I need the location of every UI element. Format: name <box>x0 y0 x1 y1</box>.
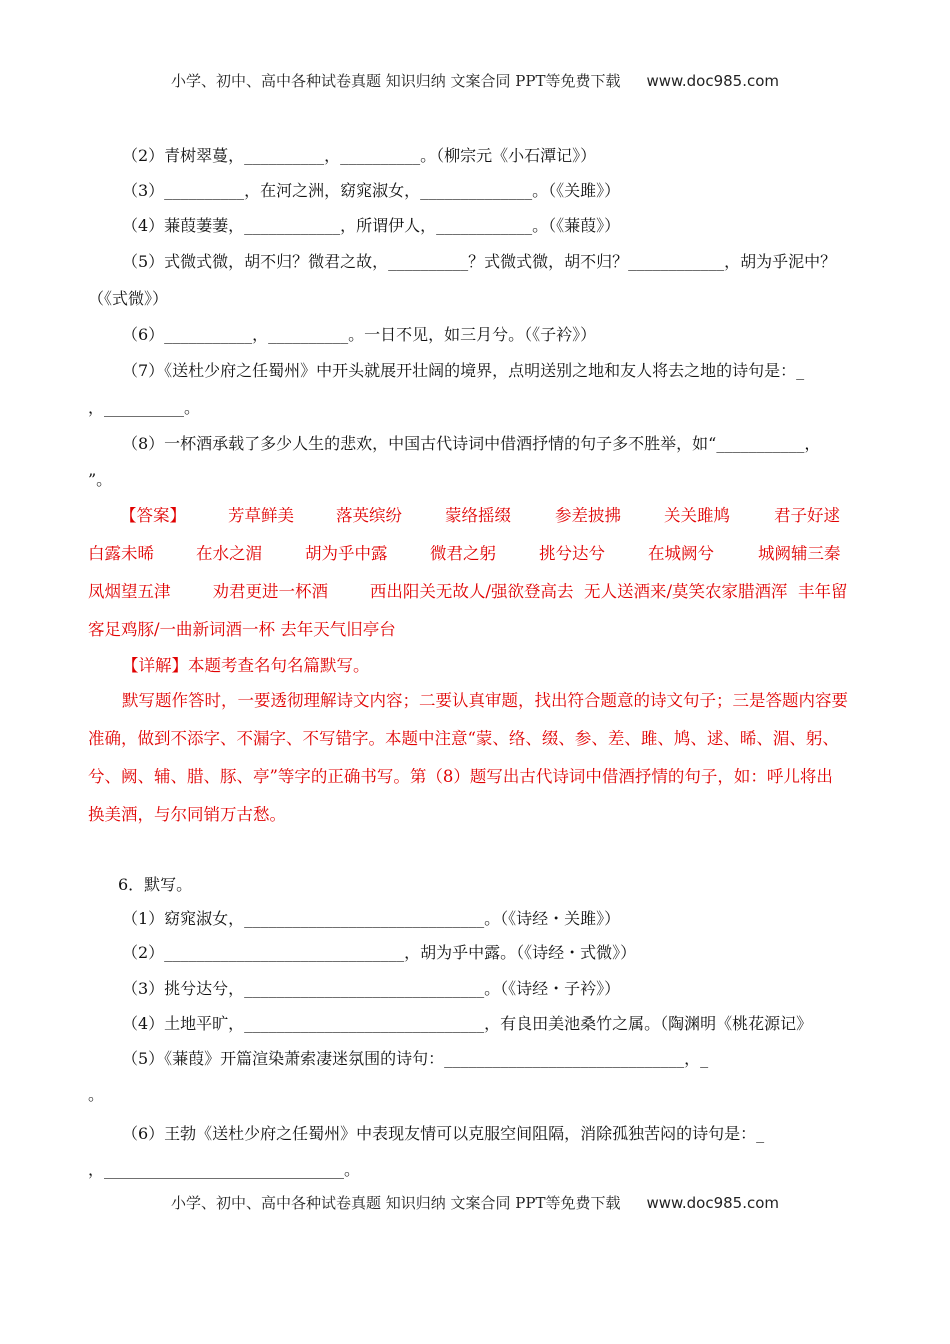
answer-item: 在城阙兮 <box>648 544 714 563</box>
answer-item: 落英缤纷 <box>336 506 402 525</box>
question-line: （2）青树翠蔓，__________，__________。（柳宗元《小石潭记》） <box>122 146 597 165</box>
q6-item: （1）窈窕淑女，______________________________。（《诗经・关雎》） <box>122 909 621 928</box>
question-line: （5）式微式微，胡不归？微君之故，__________？式微式微，胡不归？____________，胡为乎泥中？ <box>122 252 837 271</box>
q6-item: （3）挑兮达兮，______________________________。（《诗经・子衿》） <box>122 979 621 998</box>
question-line: （4）蒹葭萋萋，____________，所谓伊人，____________。（《蒹葭》） <box>122 216 621 235</box>
q6-item: 。 <box>88 1085 105 1104</box>
answer-item: 蒙络摇缀 <box>445 506 511 525</box>
q6-item: （2）______________________________，胡为乎中露。（《诗经・式微》） <box>122 943 637 962</box>
answer-item: 胡为乎中露 <box>305 544 388 563</box>
question-line: ”。 <box>88 470 113 489</box>
answer-item: 挑兮达兮 <box>539 544 605 563</box>
answer-item: 芳草鲜美 <box>228 506 294 525</box>
detail-label: 【详解】 <box>122 656 188 675</box>
answer-item: 城阙辅三秦 <box>758 544 841 563</box>
answer-item: 在水之湄 <box>196 544 262 563</box>
detail-first-line <box>122 656 902 676</box>
answer-label: 【答案】 <box>120 506 186 525</box>
answer-item: 参差披拂 <box>555 506 621 525</box>
q6-item: （6）王勃《送杜少府之任蜀州》中表现友情可以克服空间阻隔，消除孤独苦闷的诗句是：_ <box>122 1124 765 1143</box>
footer-url[interactable]: www.doc985.com <box>646 1194 780 1212</box>
page-header-top <box>0 70 950 91</box>
question-line: （《式微》） <box>88 289 169 308</box>
answer-item: 微君之躬 <box>430 544 496 563</box>
question-line: （7）《送杜少府之任蜀州》中开头就展开壮阔的境界，点明送别之地和友人将去之地的诗句是：_ <box>122 361 805 380</box>
footer-text: 小学、初中、高中各种试卷真题 知识归纳 文案合同 PPT等免费下载 <box>170 1194 621 1212</box>
q6-item: （4）土地平旷，______________________________，有良田美池桑竹之属。（陶渊明《桃花源记》 <box>122 1014 813 1033</box>
answer-item: 君子好逑 <box>774 506 840 525</box>
detail-line: 准确，做到不添字、不漏字、不写错字。本题中注意“蒙、络、缀、参、差、雎、鸠、逑、晞、湄、躬、 <box>88 729 839 748</box>
question-line: （6）___________，__________。一日不见，如三月兮。（《子衿》） <box>122 325 597 344</box>
question-line: ，__________。 <box>88 398 201 417</box>
detail-line: 换美酒，与尔同销万古愁。 <box>88 805 286 824</box>
question-6-title: 6．默写。 <box>118 875 193 894</box>
q6-item: ，______________________________。 <box>88 1160 361 1179</box>
answer-row-4: 客足鸡豚/一曲新词酒一杯 去年天气旧亭台 <box>88 620 396 639</box>
detail-first: 本题考查名句名篇默写。 <box>188 656 370 675</box>
question-line: （3）__________，在河之洲，窈窕淑女，______________。（《关雎》） <box>122 181 621 200</box>
answer-item: 关关雎鸠 <box>664 506 730 525</box>
page-footer <box>0 1192 950 1213</box>
question-line: （8）一杯酒承载了多少人生的悲欢，中国古代诗词中借酒抒情的句子多不胜举，如“___________， <box>122 434 821 453</box>
answer-row-3: 凤烟望五津 劝君更进一杯酒 西出阳关无故人/强欲登高去 无人送酒来/莫笑农家腊酒浑 丰年留 <box>88 582 848 601</box>
header-url[interactable]: www.doc985.com <box>646 72 780 90</box>
answer-item: 白露未晞 <box>88 544 154 563</box>
detail-line: 默写题作答时，一要透彻理解诗文内容；二要认真审题，找出符合题意的诗文句子；三是答题内容要 <box>122 691 848 710</box>
q6-item: （5）《蒹葭》开篇渲染萧索凄迷氛围的诗句：______________________________，_ <box>122 1049 709 1068</box>
detail-line: 兮、阙、辅、腊、豚、亭”等字的正确书写。第（8）题写出古代诗词中借酒抒情的句子，如：呼儿将出 <box>88 767 833 786</box>
header-text: 小学、初中、高中各种试卷真题 知识归纳 文案合同 PPT等免费下载 <box>170 72 621 90</box>
